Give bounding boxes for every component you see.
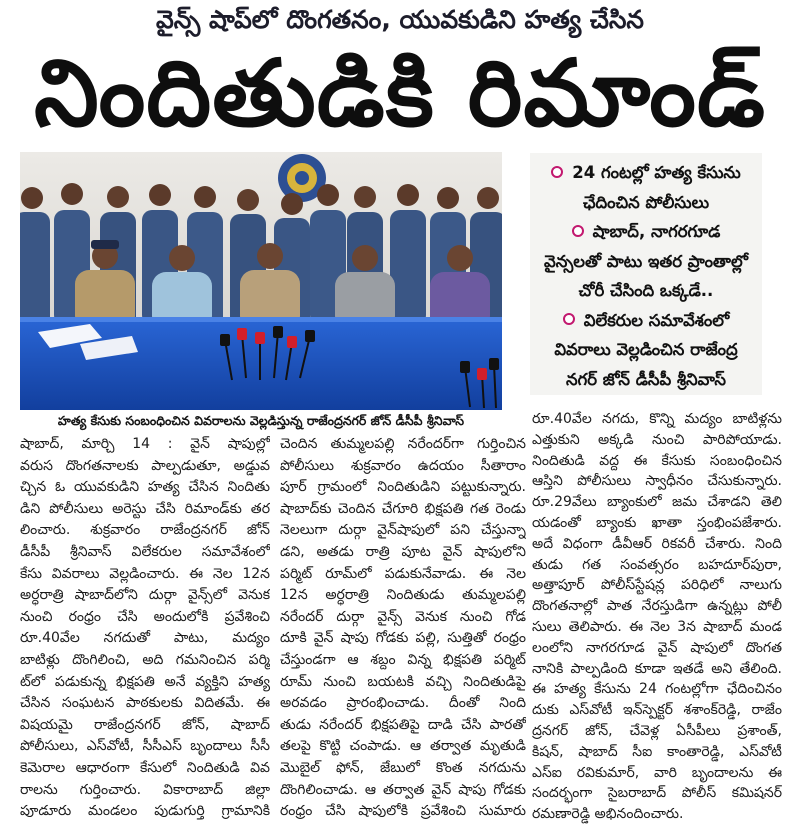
body-line: తుడు గత సంవత్సరం బహదూర్‌పురా, — [532, 556, 782, 573]
highlight-text: 24 గంటల్లో హత్య కేసును — [572, 163, 741, 182]
body-line: ఎత్తుకుని అక్కడి నుంచి పారిపోయాడు. — [532, 431, 782, 448]
bullet-ring-icon — [572, 225, 584, 237]
bullet-ring-icon — [551, 166, 563, 178]
body-line: రమణారెడ్డి అభినందించారు. — [532, 806, 684, 823]
highlight-line: వైన్సలతో పాటు ఇతర ప్రాంతాల్లో — [544, 251, 748, 271]
body-line: కిషన్, షాబాద్ సీఐ కాంతారెడ్డి, ఎస్‌వోటీ — [532, 743, 782, 760]
body-line: రంధ్రం చేసి షాపులోకి ప్రవేశించి సుమారు — [280, 803, 526, 820]
body-line: నానికి పాల్పడింది కూడా ఇతడే అని తేలింది. — [532, 660, 782, 677]
highlights-box — [530, 153, 762, 395]
body-line: పోలీసులు శుక్రవారం ఉదయం సీతారాం — [280, 457, 526, 474]
photo-caption: హత్య కేసుకు సంబంధించిన వివరాలను వెల్లడిస్తున్న రాజేంద్రనగర్ జోన్ డీసీపీ శ్రీనివాస్ — [57, 413, 465, 428]
body-line: నిందితుడి వద్ద ఈ కేసుకు సంబంధించిన — [532, 452, 782, 469]
highlight-line: నగర్ జోన్ డీసీపీ శ్రీనివాస్ — [566, 369, 726, 389]
body-line: బాటిళ్లు దొంగిలించి, అది గమనించిన పర్మి — [20, 651, 270, 668]
body-line: అత్తాపూర్ పోలీస్‌స్టేషన్ల పరిధిలో నాలుగు — [532, 577, 782, 594]
headline: నిందితుడికి రిమాండ్ — [34, 40, 766, 147]
body-line: విషయమై రాజేంద్రనగర్ జోన్, షాబాద్ — [20, 716, 270, 733]
body-line: రూ.40వేల నగదు, కొన్ని మద్యం బాటిళ్లను — [532, 411, 782, 427]
body-line: వరుస దొంగతనాలకు పాల్పడుతూ, అడ్డువ — [20, 457, 270, 474]
body-line: అదే విధంగా డీవీఆర్ రికవరీ చేశారు. నింది — [532, 535, 782, 552]
highlight-text: షాబాద్, నాగరగూడ — [592, 222, 721, 241]
body-line: దొంగిలించాడు. ఆ తర్వాత వైన్ షాపు గోడకు — [280, 781, 526, 798]
body-line: కెమెరాల ఆధారంగా కేసులో నిందితుడి వివ — [20, 759, 270, 776]
article-column-1 — [20, 434, 270, 824]
body-line: రూమ్ నుంచి బయటకి వచ్చి నిందితుడిపై — [280, 673, 526, 690]
body-line: చ్చిన ఓ యువకుడిని హత్య చేసిన నిందితు — [20, 479, 270, 496]
body-line: నెలలుగా దుర్గా వైన్‌షాపులో పని చేస్తున్నా — [280, 522, 526, 539]
body-line: ఎస్ఐ రవికుమార్, వారి బృందాలను ఈ — [532, 764, 782, 781]
highlight-line — [530, 306, 762, 336]
highlight-line — [530, 158, 762, 188]
body-line: దూకి వైన్ షాపు గోడకు పల్లి, సుత్తితో రంధ్రం — [280, 630, 526, 647]
body-line: పోలీసులు, ఎస్‌వోటీ, సీసీఎస్ బృందాలు సీసీ — [20, 738, 270, 755]
body-line: రాలను గుర్తించారు. వికారాబాద్ జిల్లా — [20, 781, 270, 798]
body-line: 12న అర్ధరాత్రి నిందితుడు తుమ్మలపల్లి — [280, 587, 526, 604]
body-line: డని, అతడు రాత్రి పూట వైన్ షాపులోని — [280, 543, 526, 560]
body-line: లించారు. శుక్రవారం రాజేంద్రనగర్ జోన్ — [20, 522, 270, 539]
news-photo — [20, 152, 502, 410]
highlight-line: వివరాలు వెల్లడించిన రాజేంద్ర — [554, 340, 738, 359]
body-line: చేసిన సంఘటన పాఠకులకు విదితమే. ఈ — [20, 695, 270, 712]
body-line: యడంతో బ్యాంకు ఖాతా స్తంభింపజేశారు. — [532, 514, 782, 531]
body-line: చెందిన తుమ్మలపల్లి నరేందర్‌గా గుర్తించిన — [280, 436, 526, 452]
body-line: ట్‌లో పడుకున్న భిక్షపతి అనే వ్యక్తిని హత్య — [20, 673, 270, 690]
body-line: రూ.40వేల నగదుతో పాటు, మద్యం — [20, 630, 270, 647]
body-line: మొబైల్ ఫోన్, జేబులో కొంత నగదును — [280, 759, 526, 776]
body-line: నుంచి రంధ్రం చేసి అందులోకి ప్రవేశించి — [20, 608, 270, 625]
body-line: పూడూరు మండలం పుడుగుర్తి గ్రామానికి — [20, 803, 270, 820]
body-line: డీసీపీ శ్రీనివాస్ విలేకరుల సమావేశంలో — [20, 543, 270, 560]
body-line: షాబాద్‌కు చెందిన చేగూరి భిక్షపతి గత రెండు — [280, 500, 526, 517]
article-column-3 — [532, 409, 782, 826]
highlight-line: ఛేదించిన పోలీసులు — [582, 192, 710, 212]
body-line: ఈ హత్య కేసును 24 గంటల్లోగా ఛేదించినం — [532, 681, 782, 698]
body-line: షాబాద్, మార్చి 14 : వైన్ షాపుల్లో — [20, 436, 270, 452]
body-line: ద్రనగర్ జోన్, చేవెళ్ల ఏసీపీలు ప్రశాంత్, — [532, 722, 782, 739]
table-edge — [20, 317, 502, 322]
press-conference-photo — [20, 152, 502, 410]
body-line: ఆస్తిని పోలీసులు స్వాధీనం చేసుకున్నారు. — [532, 473, 782, 490]
body-line: నరేందర్ దుర్గా వైన్స్ వెనుక నుంచి గోడ — [280, 608, 526, 625]
body-line: తుడు నరేందర్ భిక్షపతిపై దాడి చేసి పారతో — [280, 716, 526, 733]
body-line: దొంగతనాల్లో పాత నేరస్తుడిగా ఉన్నట్లు పోలీ — [532, 598, 782, 615]
body-line: పర్మిట్ రూమ్‌లో పడుకునేవాడు. ఈ నెల — [280, 565, 526, 582]
body-line: సందర్భంగా సైబరాబాద్ పోలీస్ కమిషనర్ — [532, 785, 782, 802]
highlight-text: విలేకరుల సమావేశంలో — [583, 310, 730, 330]
highlight-line — [530, 217, 762, 247]
body-line: తలపై కొట్టి చంపాడు. ఆ తర్వాత మృతుడి — [280, 738, 526, 755]
body-line: పూర్ గ్రామంలో నిందితుడిని పట్టుకున్నారు. — [280, 479, 526, 496]
body-line: దుకు ఎస్‌వోటీ ఇన్‌స్పెక్టర్ శశాంక్‌రెడ్డి, రాజేం — [532, 702, 782, 719]
article-column-2 — [280, 434, 526, 824]
body-line: అర్ధరాత్రి షాబాద్‌లోని దుర్గా వైన్స్‌లో వెనుక — [20, 587, 270, 604]
body-line: రూ.29వేలు బ్యాంకులో జమ చేశాడని తెలి — [532, 494, 782, 511]
body-line: సులు తెలిపారు. ఈ నెల 3న షాబాద్ మండ — [532, 618, 782, 635]
body-line: లంలోని నాగరగూడ వైన్ షాపులో దొంగత — [532, 639, 782, 656]
highlight-line: చోరీ చేసింది ఒక్కడే.. — [578, 281, 714, 300]
body-line: అరవడం ప్రారంభించాడు. దీంతో నింది — [280, 695, 526, 712]
bullet-ring-icon — [563, 313, 575, 325]
kicker-line: వైన్స్ షాప్‌లో దొంగతనం, యువకుడిని హత్య చేసిన — [156, 5, 644, 34]
body-line: డిని పోలీసులు అరెస్టు చేసి రిమాండ్‌కు తర — [20, 500, 270, 517]
body-line: చేస్తుండగా ఆ శబ్దం విన్న భిక్షపతి పర్మిట్ — [280, 651, 526, 668]
body-line: కేసు వివరాలు వెల్లడించారు. ఈ నెల 12న — [20, 565, 270, 582]
